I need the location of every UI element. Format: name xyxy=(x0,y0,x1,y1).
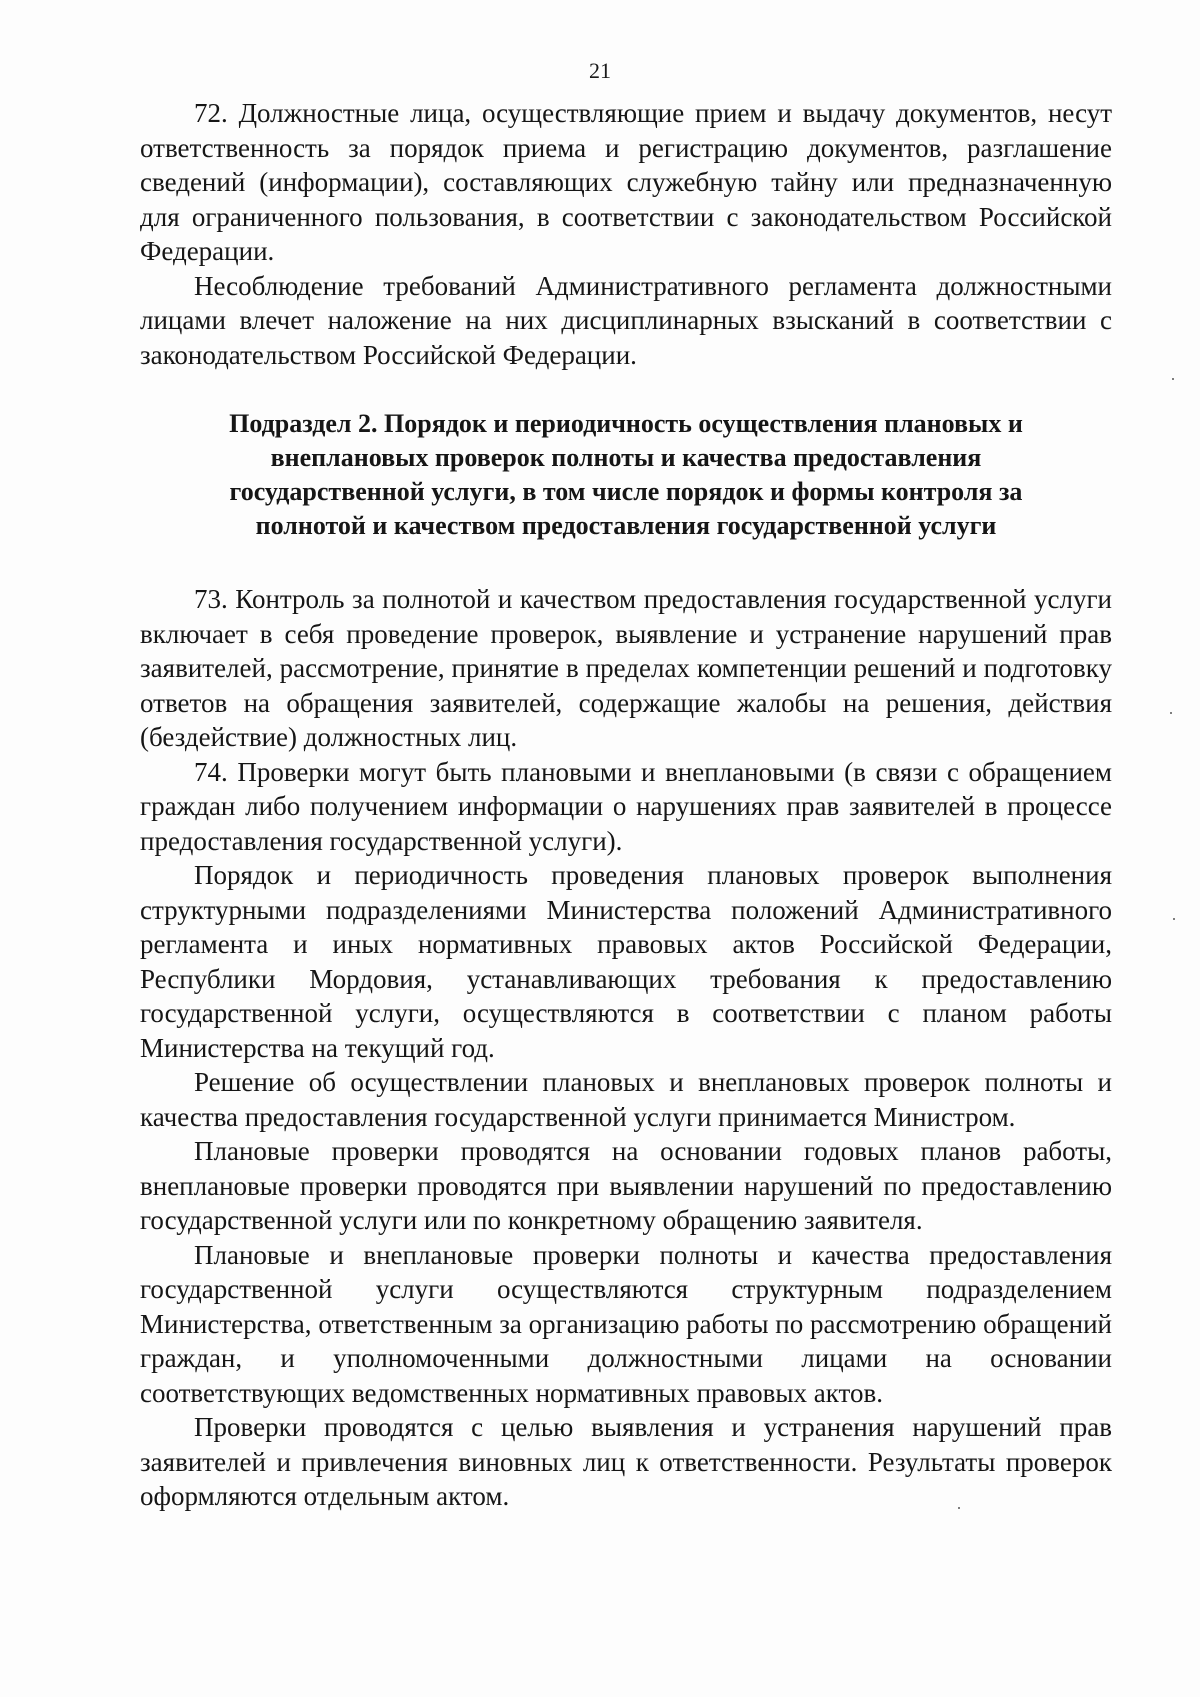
page-number: 21 xyxy=(589,58,611,83)
scan-speck xyxy=(1170,712,1172,714)
scan-speck xyxy=(1173,918,1175,920)
paragraph-procedure: Порядок и периодичность проведения плановых проверок выполнения структурными подразделениями Министерства положений Административного регламента и иных нормативных правовых актов Российской Федерации, Республики Мордовия, устанавливающих требования к предоставлению государственной услуги, осуществляются в соответствии с планом работы Министерства на текущий год. xyxy=(140,860,1112,1063)
paragraph-72: 72. Должностные лица, осуществляющие прием и выдачу документов, несут ответственность за порядок приема и регистрацию документов, разглашение сведений (информации), составляющих служебную тайну или предназначенную для ограниченного пользования, в соответствии с законодательством Российской Федерации. xyxy=(140,98,1112,266)
paragraph-checks-performed: Плановые и внеплановые проверки полноты и качества предоставления государственной услуги осуществляются структурным подразделением Министерства, ответственным за организацию работы по рассмотрению обращений граждан, и уполномоченными должностными лицами на основании соответствующих ведомственных нормативных правовых актов. xyxy=(140,1239,1112,1408)
paragraph-73: 73. Контроль за полнотой и качеством предоставления государственной услуги включает в себя проведение проверок, выявление и устранение нарушений прав заявителей, рассмотрение, принятие в пределах компетенции решений и подготовку ответов на обращения заявителей, содержащие жалобы на решения, действия (бездействие) должностных лиц. xyxy=(140,584,1112,752)
document-body xyxy=(140,96,1112,1514)
paragraph-decision: Решение об осуществлении плановых и внеплановых проверок полноты и качества предоставления государственной услуги принимается Министром. xyxy=(140,1067,1112,1132)
subsection-heading xyxy=(140,407,1112,543)
heading-line: государственной услуги, в том числе порядок и формы контроля за xyxy=(229,477,1023,506)
scan-speck xyxy=(1172,378,1174,380)
heading-line: полнотой и качеством предоставления государственной услуги xyxy=(255,511,997,540)
paragraph-checks-purpose: Проверки проводятся с целью выявления и устранения нарушений прав заявителей и привлечения виновных лиц к ответственности. Результаты проверок оформляются отдельным актом. xyxy=(140,1412,1112,1511)
heading-line: внеплановых проверок полноты и качества предоставления xyxy=(270,443,982,472)
heading-line: Подраздел 2. Порядок и периодичность осуществления плановых и xyxy=(229,409,1023,438)
paragraph-74: 74. Проверки могут быть плановыми и внеплановыми (в связи с обращением граждан либо получением информации о нарушениях прав заявителей в процессе предоставления государственной услуги). xyxy=(140,756,1112,856)
scan-speck xyxy=(958,1507,960,1509)
paragraph-non-compliance: Несоблюдение требований Административного регламента должностными лицами влечет наложение на них дисциплинарных взысканий в соответствии с законодательством Российской Федерации. xyxy=(140,270,1112,370)
paragraph-planned-checks: Плановые проверки проводятся на основании годовых планов работы, внеплановые проверки проводятся при выявлении нарушений по предоставлению государственной услуги или по конкретному обращению заявителя. xyxy=(140,1136,1112,1235)
